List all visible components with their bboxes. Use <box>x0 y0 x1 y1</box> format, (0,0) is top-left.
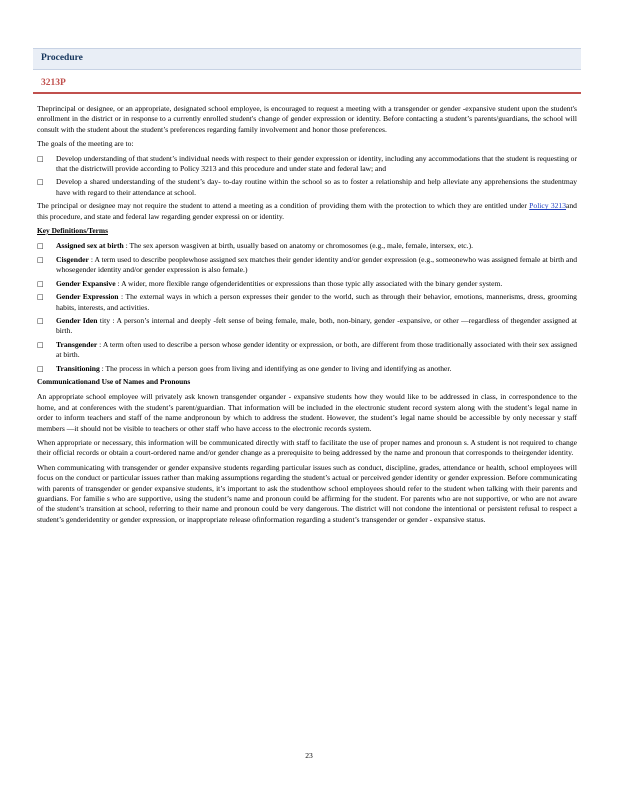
communication-heading: Communicationand Use of Names and Pronouns <box>37 376 191 386</box>
policy-link[interactable]: Policy 3213 <box>529 201 567 211</box>
definition-text: : A term used to describe peoplewhose assigned sex matches their gender identity and/or gender expression (e.g., someonewho was assigned female at birth and whosegender identity and/or gender expression is also female.) <box>56 254 577 275</box>
definition-term: Transitioning <box>56 363 100 373</box>
definition-text: : A wider, more flexible range ofgenderidentities or expressions than those typic ally associated with the binary gender system. <box>117 278 503 288</box>
definition-text: : A term often used to describe a person whose gender identity or expression, or both, are different from those traditionally associated with their sex assigned at birth. <box>56 339 577 360</box>
goal-item <box>37 177 577 198</box>
definition-term: Transgender <box>56 339 98 349</box>
communication-paragraph: When appropriate or necessary, this information will be communicated directly with staff to facilitate the use of proper names and pronoun s. A student is not required to change their official records or obtain a court-ordered name and/or gender change as a prerequisite to being addressed by the name and pronoun that corresponds to theirgender identity. <box>37 437 577 458</box>
section-header <box>33 48 581 70</box>
bullet-icon: □ <box>37 154 44 163</box>
bullet-icon: □ <box>37 293 44 302</box>
intro-paragraph: Theprincipal or designee, or an appropriate, designated school employee, is encouraged to request a meeting with a transgender or gender -expansive student upon the student's enrollment in the district or in response to a currently enrolled student's change of gender expression or identity. Before contacting a student’s parents/guardians, the school will consult with the student about the student’s preferences regarding family involvement and honor those preferences. <box>37 104 577 134</box>
definition-text: : The external ways in which a person expresses their gender to the world, such as through their behavior, emotions, mannerisms, dress, grooming habits, interests, and activities. <box>56 292 577 312</box>
section-title: Procedure <box>41 53 83 63</box>
requirement-text-end: and this procedure, and state and federal law regarding gender expressi on or identity. <box>37 201 577 221</box>
requirement-text: The principal or designee may not require the student to attend a meeting as a condition of providing them with the protection to which they are entitled under <box>37 201 530 211</box>
definition-text: : The process in which a person goes from living and identifying as one gender to living and identifying as another. <box>101 363 452 373</box>
communication-paragraph: An appropriate school employee will privately ask known transgender organder - expansive students how they would like to be addressed in class, in correspondence to the home, and at conferences with the student’s parent/guardian. That information will be included in the electronic student record system along with the student’s legal name in order to inform teachers and staff of the name andpronoun by which to address the student. However, the student’s legal name should be accessible by only necessar y staff members —it should not be visible to teachers or other staff who have access to the electronic records system. <box>37 392 577 433</box>
bullet-icon: □ <box>37 340 44 349</box>
bullet-icon: □ <box>37 316 44 325</box>
requirement-paragraph <box>37 201 577 222</box>
definition-item <box>37 241 577 251</box>
definition-item <box>37 316 577 337</box>
communication-paragraph: When communicating with transgender or gender expansive students regarding particular issues such as conduct, discipline, grades, attendance or health, school employees will focus on the conduct or particular issues rather than making assumptions regarding the student’s actual or perceived gender identity or gender expression. Before communicating with parents of transgender or gender expansive students, it’s important to ask the studenthow school employees should refer to the student when talking with their parents and guardians. For familie s who are supportive, using the student’s name and pronoun could be affirming for the student. For parents who are not supportive, or who are not aware of the student’s transition at school, referring to their name and pronoun could be very dangerous. The district will not condone the intentional or persistent refusal to respect a student’s genderidentity or gender expression, or inappropriate release ofinformation regarding a student’s transgender or gender - expansive status. <box>37 462 577 524</box>
definition-term: Gender Expression <box>56 292 119 302</box>
definition-text: : The sex aperson wasgiven at birth, usually based on anatomy or chromosomes (e.g., male, female, intersex, etc.). <box>125 241 474 251</box>
definition-item <box>37 279 577 289</box>
definitions-heading: Key Definitions/Terms <box>37 226 108 236</box>
definition-term: Gender Iden <box>56 315 98 325</box>
definition-term: Cisgender <box>56 254 89 264</box>
goal-text: Develop understanding of that student’s individual needs with respect to their gender expression or identity, including any accommodations that the student is requesting or that the districtwill provide according to Policy 3213 and this procedure and under state and federal law; and <box>56 153 577 174</box>
document-body <box>37 104 577 529</box>
definition-item <box>37 364 577 374</box>
definition-term: Gender Expansive <box>56 278 116 288</box>
bullet-icon: □ <box>37 279 44 288</box>
definition-text: tity : A person’s internal and deeply -felt sense of being female, male, both, non-binary, gender -expansive, or other —regardless of thegender assigned at birth. <box>56 315 578 336</box>
bullet-icon: □ <box>37 364 44 373</box>
definition-item <box>37 292 577 313</box>
bullet-icon: □ <box>37 242 44 251</box>
definition-item <box>37 255 577 276</box>
bullet-icon: □ <box>37 255 44 264</box>
header-rule <box>33 92 581 94</box>
goal-item <box>37 154 577 175</box>
goal-text: Develop a shared understanding of the student’s day- to-day routine within the school so as to foster a relationship and help alleviate any apprehensions the studentmay have with regard to their attendance at school. <box>56 177 577 197</box>
bullet-icon: □ <box>37 178 44 187</box>
procedure-code: 3213P <box>41 78 66 88</box>
definition-item <box>37 340 577 361</box>
definition-term: Assigned sex at birth <box>56 241 124 251</box>
page-number: 23 <box>305 751 313 760</box>
goals-lead: The goals of the meeting are to: <box>37 139 134 149</box>
